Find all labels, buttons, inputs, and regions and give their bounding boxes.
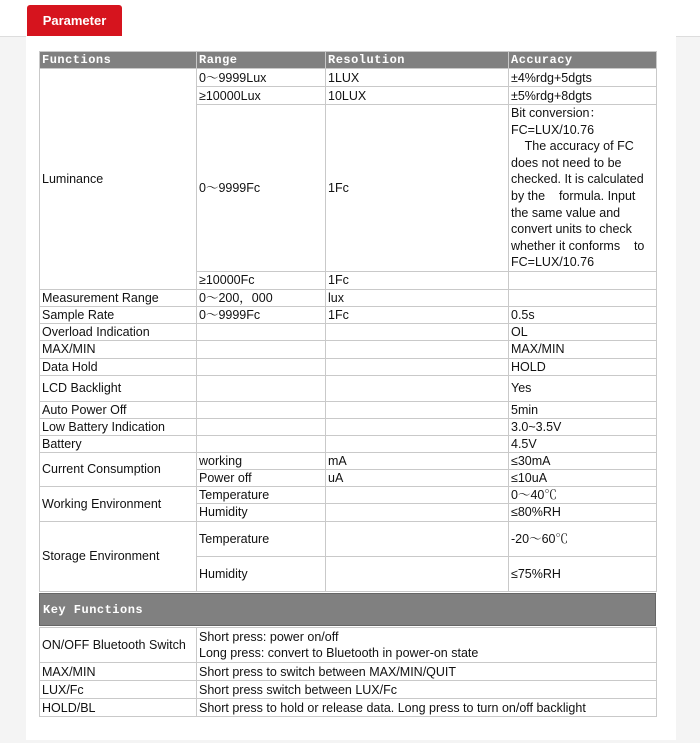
cell-accuracy: ≤10uA — [509, 469, 657, 486]
key-description: Short press switch between LUX/Fc — [197, 681, 657, 699]
cell-function: MAX/MIN — [40, 340, 197, 358]
cell-accuracy — [509, 289, 657, 306]
cell-resolution: 1Fc — [326, 105, 509, 272]
cell-accuracy: ≤80%RH — [509, 503, 657, 521]
key-functions-header — [39, 593, 656, 626]
cell-resolution — [326, 521, 509, 556]
table-row — [40, 289, 657, 306]
table-row — [40, 340, 657, 358]
note-line: whether it conforms to — [511, 238, 645, 253]
cell-resolution — [326, 556, 509, 591]
cell-range: ≥10000Lux — [197, 87, 326, 105]
cell-range: Power off — [197, 469, 326, 486]
header-accuracy: Accuracy — [509, 52, 657, 69]
tab-parameter[interactable]: Parameter — [27, 5, 122, 36]
cell-resolution: 1Fc — [326, 271, 509, 289]
parameter-table — [39, 51, 657, 592]
cell-accuracy — [509, 271, 657, 289]
cell-accuracy: 0～40℃ — [509, 486, 657, 503]
cell-accuracy: 5min — [509, 401, 657, 418]
key-description-line: Long press: convert to Bluetooth in power-on state — [199, 646, 479, 660]
note-line: by the formula. Input — [511, 188, 636, 203]
cell-function: Overload Indication — [40, 323, 197, 340]
cell-range: Humidity — [197, 556, 326, 591]
cell-resolution — [326, 401, 509, 418]
note-line: FC=LUX/10.76 — [511, 255, 595, 270]
cell-range: 0～200，000 — [197, 289, 326, 306]
cell-range — [197, 401, 326, 418]
cell-resolution: 10LUX — [326, 87, 509, 105]
note-line: The accuracy of FC — [511, 139, 634, 154]
cell-range: Temperature — [197, 486, 326, 503]
table-row — [40, 358, 657, 375]
cell-accuracy: 4.5V — [509, 435, 657, 452]
cell-range: working — [197, 452, 326, 469]
cell-range — [197, 435, 326, 452]
cell-accuracy: MAX/MIN — [509, 340, 657, 358]
cell-function: Working Environment — [40, 486, 197, 521]
key-description: Short press to hold or release data. Long press to turn on/off backlight — [197, 699, 657, 717]
cell-range — [197, 323, 326, 340]
cell-accuracy: ≤75%RH — [509, 556, 657, 591]
cell-accuracy: 3.0~3.5V — [509, 418, 657, 435]
table-row — [40, 628, 657, 663]
cell-resolution — [326, 375, 509, 401]
cell-function: LCD Backlight — [40, 375, 197, 401]
table-row — [40, 69, 657, 87]
table-row — [40, 681, 657, 699]
table-row — [40, 435, 657, 452]
cell-function: Measurement Range — [40, 289, 197, 306]
cell-resolution — [326, 340, 509, 358]
cell-function: Storage Environment — [40, 521, 197, 591]
cell-range: 0～9999Fc — [197, 105, 326, 272]
cell-range: Humidity — [197, 503, 326, 521]
note-line: the same value and — [511, 205, 621, 220]
table-row — [40, 323, 657, 340]
cell-accuracy: ±5%rdg+8dgts — [509, 87, 657, 105]
table-row — [40, 452, 657, 469]
cell-function: Low Battery Indication — [40, 418, 197, 435]
tab-bar — [0, 0, 700, 37]
cell-range — [197, 340, 326, 358]
cell-resolution — [326, 486, 509, 503]
table-row — [40, 306, 657, 323]
note-line: Bit conversion： — [511, 106, 603, 120]
cell-resolution — [326, 435, 509, 452]
cell-accuracy: Yes — [509, 375, 657, 401]
table-row — [40, 663, 657, 681]
table-header-row — [40, 52, 657, 69]
cell-function: Data Hold — [40, 358, 197, 375]
cell-accuracy: ±4%rdg+5dgts — [509, 69, 657, 87]
key-description: Short press to switch between MAX/MIN/QUIT — [197, 663, 657, 681]
key-name: HOLD/BL — [40, 699, 197, 717]
cell-function: Current Consumption — [40, 452, 197, 486]
cell-resolution: 1LUX — [326, 69, 509, 87]
cell-range: ≥10000Fc — [197, 271, 326, 289]
key-name: LUX/Fc — [40, 681, 197, 699]
header-resolution: Resolution — [326, 52, 509, 69]
table-row — [40, 486, 657, 503]
cell-range — [197, 418, 326, 435]
key-description-line: Short press: power on/off — [199, 630, 339, 644]
cell-accuracy: ≤30mA — [509, 452, 657, 469]
note-line: checked. It is calculated — [511, 172, 644, 187]
cell-resolution: 1Fc — [326, 306, 509, 323]
table-row — [40, 699, 657, 717]
cell-accuracy: 0.5s — [509, 306, 657, 323]
cell-resolution — [326, 418, 509, 435]
key-functions-table — [39, 627, 657, 717]
cell-resolution — [326, 503, 509, 521]
key-name: MAX/MIN — [40, 663, 197, 681]
key-name: ON/OFF Bluetooth Switch — [40, 628, 197, 663]
note-line: convert units to check — [511, 222, 632, 237]
cell-function: Sample Rate — [40, 306, 197, 323]
cell-range — [197, 375, 326, 401]
cell-range: 0～9999Fc — [197, 306, 326, 323]
cell-range: Temperature — [197, 521, 326, 556]
header-range: Range — [197, 52, 326, 69]
cell-resolution: mA — [326, 452, 509, 469]
key-functions-title: Key Functions — [43, 603, 144, 617]
cell-resolution: uA — [326, 469, 509, 486]
table-row — [40, 401, 657, 418]
key-description — [197, 628, 657, 663]
header-functions: Functions — [40, 52, 197, 69]
table-row — [40, 375, 657, 401]
cell-function: Battery — [40, 435, 197, 452]
cell-accuracy: HOLD — [509, 358, 657, 375]
table-row — [40, 418, 657, 435]
cell-accuracy-note — [509, 105, 657, 272]
note-line: does not need to be — [511, 155, 622, 170]
luminance-label: Luminance — [40, 69, 197, 290]
table-row — [40, 521, 657, 556]
cell-accuracy: OL — [509, 323, 657, 340]
cell-function: Auto Power Off — [40, 401, 197, 418]
note-line: FC=LUX/10.76 — [511, 122, 595, 137]
cell-range: 0～9999Lux — [197, 69, 326, 87]
cell-resolution — [326, 358, 509, 375]
cell-resolution — [326, 323, 509, 340]
cell-accuracy: -20～60℃ — [509, 521, 657, 556]
cell-range — [197, 358, 326, 375]
cell-resolution: lux — [326, 289, 509, 306]
